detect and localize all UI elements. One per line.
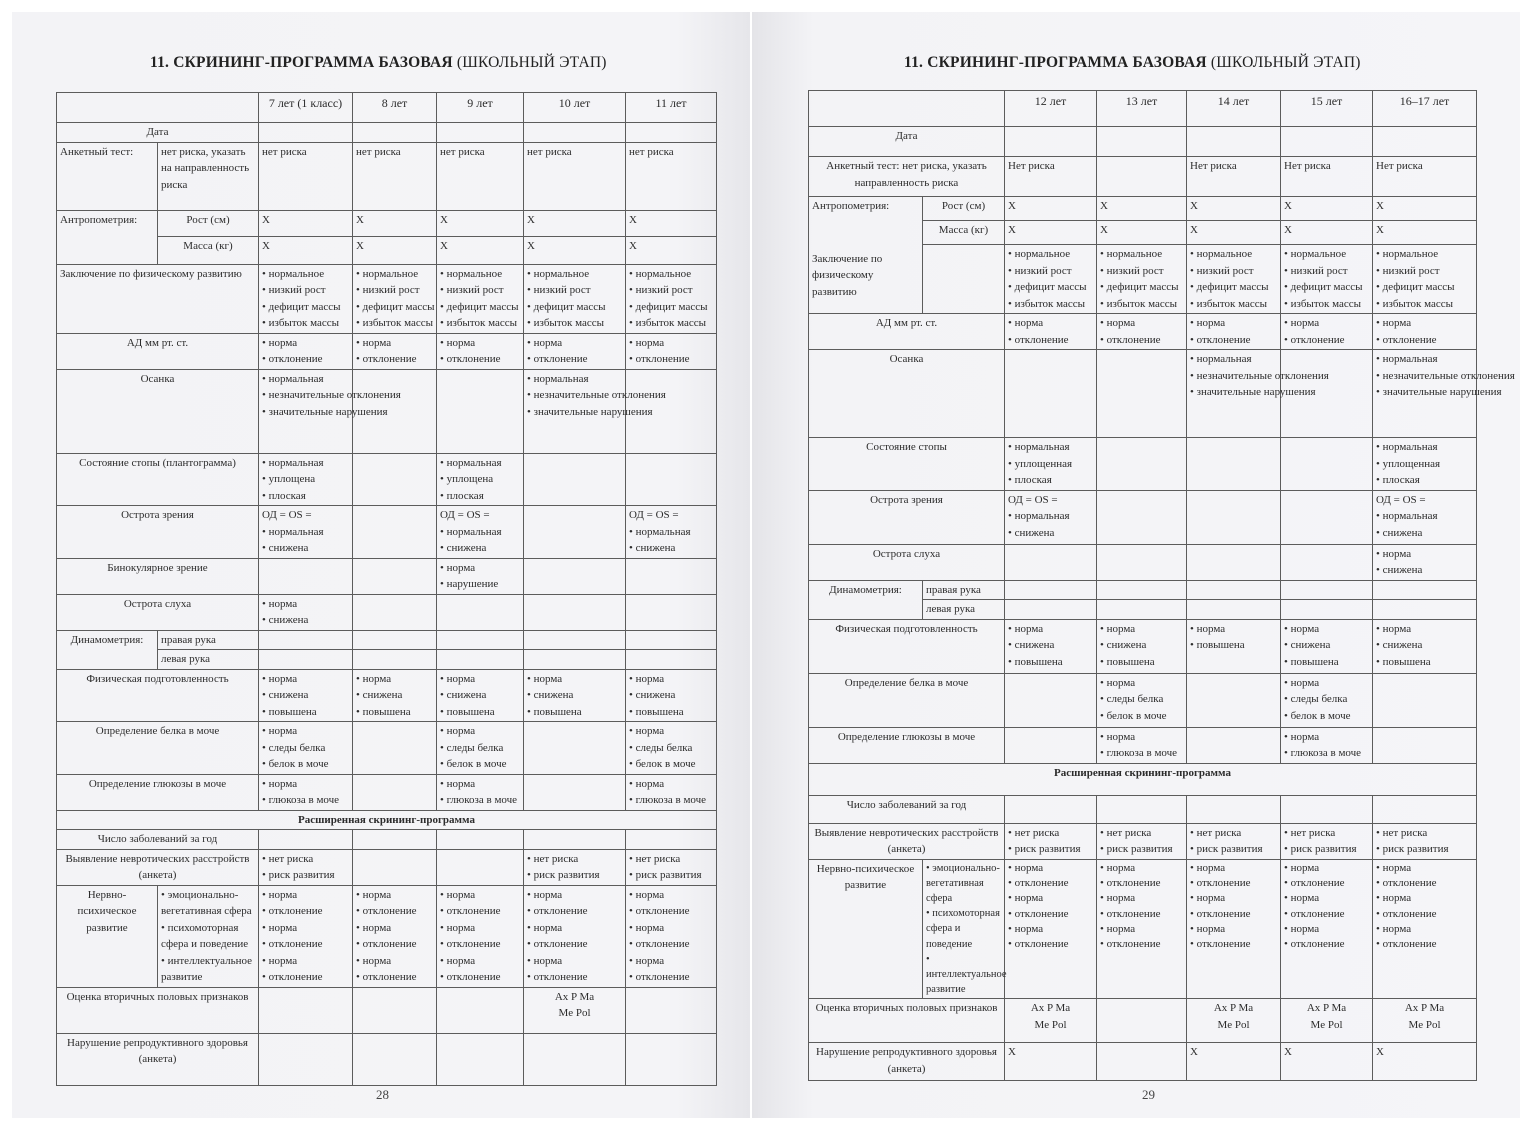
sexual-options: Ax P Ma Me Pol [1187,999,1281,1043]
physdev-options: • нормальное • низкий рост • дефицит массы • избыток массы [1097,245,1187,314]
hearing-options: • норма • снижена [259,594,353,630]
neurotic-options: • нет риска • риск развития [259,849,353,885]
mass-value: X [437,236,524,264]
neurotic-options: • нет риска • риск развития [1097,823,1187,859]
repro-label: Нарушение репродуктивного здоровья (анкета) [809,1043,1005,1081]
neuro-subitems: • эмоционально-вегетативная сфера • психомоторная сфера и поведение • интеллектуальное развитие [158,885,259,987]
age-header: 15 лет [1281,91,1373,127]
mass-value: X [524,236,626,264]
page-number: 28 [376,1087,389,1102]
neuro-options: • норма • отклонение • норма • отклонение • норма • отклонение [353,885,437,987]
mass-label: Масса (кг) [158,236,259,264]
vision-options: ОД = OS = • нормальная • снижена [437,506,524,559]
date-cell [1097,127,1187,157]
fitness-options: • норма • снижена • повышена [353,669,437,722]
illness-label: Число заболеваний за год [57,830,259,850]
glucose-options: • норма • глюкоза в моче [626,774,717,810]
neuro-label: Нервно-психическое развитие [57,885,158,987]
physdev-options: • нормальное • низкий рост • дефицит массы • избыток массы [353,264,437,333]
age-header: 14 лет [1187,91,1281,127]
fitness-label: Физическая подготовленность [57,669,259,722]
hearing-label: Острота слуха [809,544,1005,580]
posture-options: • нормальная • незначительные отклонения • значительные нарушения [259,369,353,453]
anketa-desc: нет риска, указать на направленность риска [158,142,259,210]
glucose-options: • норма • глюкоза в моче [1281,727,1373,763]
foot-options: • нормальная • уплощена • плоская [259,453,353,506]
neuro-subitems: • эмоционально-вегетативная сфера • психомоторная сфера и поведение • интеллектуальное развитие [923,859,1005,999]
fitness-options: • норма • снижена • повышена [437,669,524,722]
protein-options: • норма • следы белка • белок в моче [1281,673,1373,727]
date-cell [626,123,717,143]
date-label: Дата [57,123,259,143]
dynamometry-left: левая рука [158,650,259,670]
neurotic-label: Выявление невротических расстройств (анкета) [57,849,259,885]
mass-value: X [259,236,353,264]
mass-value: X [626,236,717,264]
age-header: 12 лет [1005,91,1097,127]
neuro-options: • норма • отклонение • норма • отклонение • норма • отклонение [1005,859,1097,999]
sexual-label: Оценка вторичных половых признаков [57,987,259,1033]
screening-table-7-11 [56,92,717,1086]
bp-options: • норма • отклонение [1097,314,1187,350]
fitness-label: Физическая подготовленность [809,619,1005,673]
physdev-options: • нормальное • низкий рост • дефицит массы • избыток массы [1373,245,1477,314]
bp-options: • норма • отклонение [437,333,524,369]
physdev-options: • нормальное • низкий рост • дефицит массы • избыток массы [437,264,524,333]
fitness-options: • норма • снижена • повышена [1005,619,1097,673]
foot-options: • нормальная • уплощена • плоская [437,453,524,506]
physdev-options: • нормальное • низкий рост • дефицит массы • избыток массы [1187,245,1281,314]
height-label: Рост (см) [923,197,1005,221]
neuro-options: • норма • отклонение • норма • отклонение • норма • отклонение [1281,859,1373,999]
date-cell [1187,127,1281,157]
age-header: 8 лет [353,93,437,123]
date-cell [259,123,353,143]
header-row [809,91,1477,127]
anketa-value: нет риска [626,142,717,210]
posture-label: Осанка [809,350,1005,438]
protein-options: • норма • следы белка • белок в моче [437,722,524,775]
neuro-options: • норма • отклонение • норма • отклонение • норма • отклонение [1097,859,1187,999]
height-value: X [626,210,717,236]
anketa-value: Нет риска [1005,157,1097,197]
foot-label: Состояние стопы (плантограмма) [57,453,259,506]
date-cell [353,123,437,143]
posture-label: Осанка [57,369,259,453]
mass-value: X [1281,221,1373,245]
repro-value: X [1005,1043,1097,1081]
anketa-label: Анкетный тест: [57,142,158,210]
dynamometry-label: Динамометрия: [809,580,923,619]
repro-value: X [1281,1043,1373,1081]
neurotic-options: • нет риска • риск развития [1281,823,1373,859]
extended-section-header: Расширенная скрининг-программа [809,763,1477,795]
neuro-options: • норма • отклонение • норма • отклонение • норма • отклонение [1187,859,1281,999]
neuro-options: • норма • отклонение • норма • отклонение • норма • отклонение [437,885,524,987]
sexual-options: Ax P Ma Me Pol [524,987,626,1033]
date-label: Дата [809,127,1005,157]
vision-options: ОД = OS = • нормальная • снижена [1373,490,1477,544]
age-header: 10 лет [524,93,626,123]
age-header: 9 лет [437,93,524,123]
vision-options: ОД = OS = • нормальная • снижена [1005,490,1097,544]
mass-value: X [1373,221,1477,245]
anketa-value: нет риска [353,142,437,210]
bp-options: • норма • отклонение [524,333,626,369]
foot-label: Состояние стопы [809,438,1005,491]
neurotic-options: • нет риска • риск развития [626,849,717,885]
extended-section-header: Расширенная скрининг-программа [57,810,717,830]
repro-value: X [1373,1043,1477,1081]
height-value: X [1187,197,1281,221]
age-header: 16–17 лет [1373,91,1477,127]
fitness-options: • норма • снижена • повышена [259,669,353,722]
anketa-value: Нет риска [1281,157,1373,197]
anketa-value: Нет риска [1373,157,1477,197]
bp-options: • норма • отклонение [353,333,437,369]
height-label: Рост (см) [158,210,259,236]
hearing-options: • норма • снижена [1373,544,1477,580]
posture-options: • нормальная • незначительные отклонения • значительные нарушения [1187,350,1281,438]
height-value: X [353,210,437,236]
sexual-options: Ax P Ma Me Pol [1005,999,1097,1043]
anketa-label: Анкетный тест: нет риска, указать направленность риска [809,157,1005,197]
dynamometry-label: Динамометрия: [57,630,158,669]
sexual-options: Ax P Ma Me Pol [1373,999,1477,1043]
physdev-label: Заключение по физическому развитию [57,264,259,333]
height-value: X [1281,197,1373,221]
age-header: 11 лет [626,93,717,123]
height-value: X [524,210,626,236]
binocular-options: • норма • нарушение [437,558,524,594]
anthropometry-label: Антропометрия: [57,210,158,264]
anketa-value: нет риска [437,142,524,210]
date-cell [1281,127,1373,157]
page-28 [12,12,750,1118]
bp-label: АД мм рт. ст. [809,314,1005,350]
mass-value: X [1097,221,1187,245]
protein-options: • норма • следы белка • белок в моче [1097,673,1187,727]
bp-options: • норма • отклонение [1281,314,1373,350]
physdev-options: • нормальное • низкий рост • дефицит массы • избыток массы [1281,245,1373,314]
bp-label: АД мм рт. ст. [57,333,259,369]
fitness-options: • норма • снижена • повышена [1097,619,1187,673]
neuro-label: Нервно-психическое развитие [809,859,923,999]
dynamometry-right: правая рука [923,580,1005,600]
mass-label: Масса (кг) [923,221,1005,245]
fitness-options: • норма • повышена [1187,619,1281,673]
date-cell [1005,127,1097,157]
mass-value: X [1005,221,1097,245]
page-title: 11. СКРИНИНГ-ПРОГРАММА БАЗОВАЯ (ШКОЛЬНЫЙ ЭТАП) [904,54,1361,71]
physdev-options: • нормальное • низкий рост • дефицит массы • избыток массы [1005,245,1097,314]
neuro-options: • норма • отклонение • норма • отклонение • норма • отклонение [1373,859,1477,999]
height-value: X [259,210,353,236]
neuro-options: • норма • отклонение • норма • отклонение • норма • отклонение [259,885,353,987]
anketa-value: Нет риска [1187,157,1281,197]
height-value: X [1097,197,1187,221]
neurotic-options: • нет риска • риск развития [524,849,626,885]
page-29 [752,12,1520,1118]
fitness-options: • норма • снижена • повышена [1373,619,1477,673]
glucose-options: • норма • глюкоза в моче [437,774,524,810]
sexual-options: Ax P Ma Me Pol [1281,999,1373,1043]
glucose-label: Определение глюкозы в моче [809,727,1005,763]
header-row [57,93,717,123]
dynamometry-right: правая рука [158,630,259,650]
protein-options: • норма • следы белка • белок в моче [259,722,353,775]
posture-options: • нормальная • незначительные отклонения • значительные нарушения [524,369,626,453]
age-header: 7 лет (1 класс) [259,93,353,123]
fitness-options: • норма • снижена • повышена [524,669,626,722]
neurotic-options: • нет риска • риск развития [1373,823,1477,859]
bp-options: • норма • отклонение [626,333,717,369]
illness-label: Число заболеваний за год [809,795,1005,823]
neuro-options: • норма • отклонение • норма • отклонение • норма • отклонение [626,885,717,987]
bp-options: • норма • отклонение [259,333,353,369]
dynamometry-left: левая рука [923,600,1005,620]
bp-options: • норма • отклонение [1187,314,1281,350]
height-value: X [1373,197,1477,221]
date-cell [1373,127,1477,157]
vision-label: Острота зрения [809,490,1005,544]
sexual-label: Оценка вторичных половых признаков [809,999,1005,1043]
foot-options: • нормальная • уплощенная • плоская [1005,438,1097,491]
foot-options: • нормальная • уплощенная • плоская [1373,438,1477,491]
height-value: X [437,210,524,236]
anketa-value: нет риска [259,142,353,210]
repro-value: X [1187,1043,1281,1081]
hearing-label: Острота слуха [57,594,259,630]
neurotic-options: • нет риска • риск развития [1005,823,1097,859]
vision-label: Острота зрения [57,506,259,559]
physdev-options: • нормальное • низкий рост • дефицит массы • избыток массы [626,264,717,333]
anthropometry-label: Антропометрия: Заключение по физическому развитию [809,197,923,314]
date-cell [437,123,524,143]
protein-options: • норма • следы белка • белок в моче [626,722,717,775]
bp-options: • норма • отклонение [1373,314,1477,350]
posture-options: • нормальная • незначительные отклонения • значительные нарушения [1373,350,1477,438]
fitness-options: • норма • снижена • повышена [626,669,717,722]
anketa-value: нет риска [524,142,626,210]
glucose-options: • норма • глюкоза в моче [1097,727,1187,763]
glucose-options: • норма • глюкоза в моче [259,774,353,810]
bp-options: • норма • отклонение [1005,314,1097,350]
page-title: 11. СКРИНИНГ-ПРОГРАММА БАЗОВАЯ (ШКОЛЬНЫЙ ЭТАП) [150,54,607,71]
screening-table-12-17 [808,90,1515,1081]
neurotic-label: Выявление невротических расстройств (анкета) [809,823,1005,859]
protein-label: Определение белка в моче [809,673,1005,727]
repro-label: Нарушение репродуктивного здоровья (анкета) [57,1033,259,1085]
protein-label: Определение белка в моче [57,722,259,775]
date-cell [524,123,626,143]
glucose-label: Определение глюкозы в моче [57,774,259,810]
mass-value: X [353,236,437,264]
vision-options: ОД = OS = • нормальная • снижена [259,506,353,559]
page-number: 29 [1142,1087,1155,1102]
age-header: 13 лет [1097,91,1187,127]
neurotic-options: • нет риска • риск развития [1187,823,1281,859]
binocular-label: Бинокулярное зрение [57,558,259,594]
height-value: X [1005,197,1097,221]
physdev-options: • нормальное • низкий рост • дефицит массы • избыток массы [524,264,626,333]
physdev-label: Заключение по физическому развитию [812,252,883,298]
physdev-options: • нормальное • низкий рост • дефицит массы • избыток массы [259,264,353,333]
fitness-options: • норма • снижена • повышена [1281,619,1373,673]
mass-value: X [1187,221,1281,245]
neuro-options: • норма • отклонение • норма • отклонение • норма • отклонение [524,885,626,987]
vision-options: ОД = OS = • нормальная • снижена [626,506,717,559]
